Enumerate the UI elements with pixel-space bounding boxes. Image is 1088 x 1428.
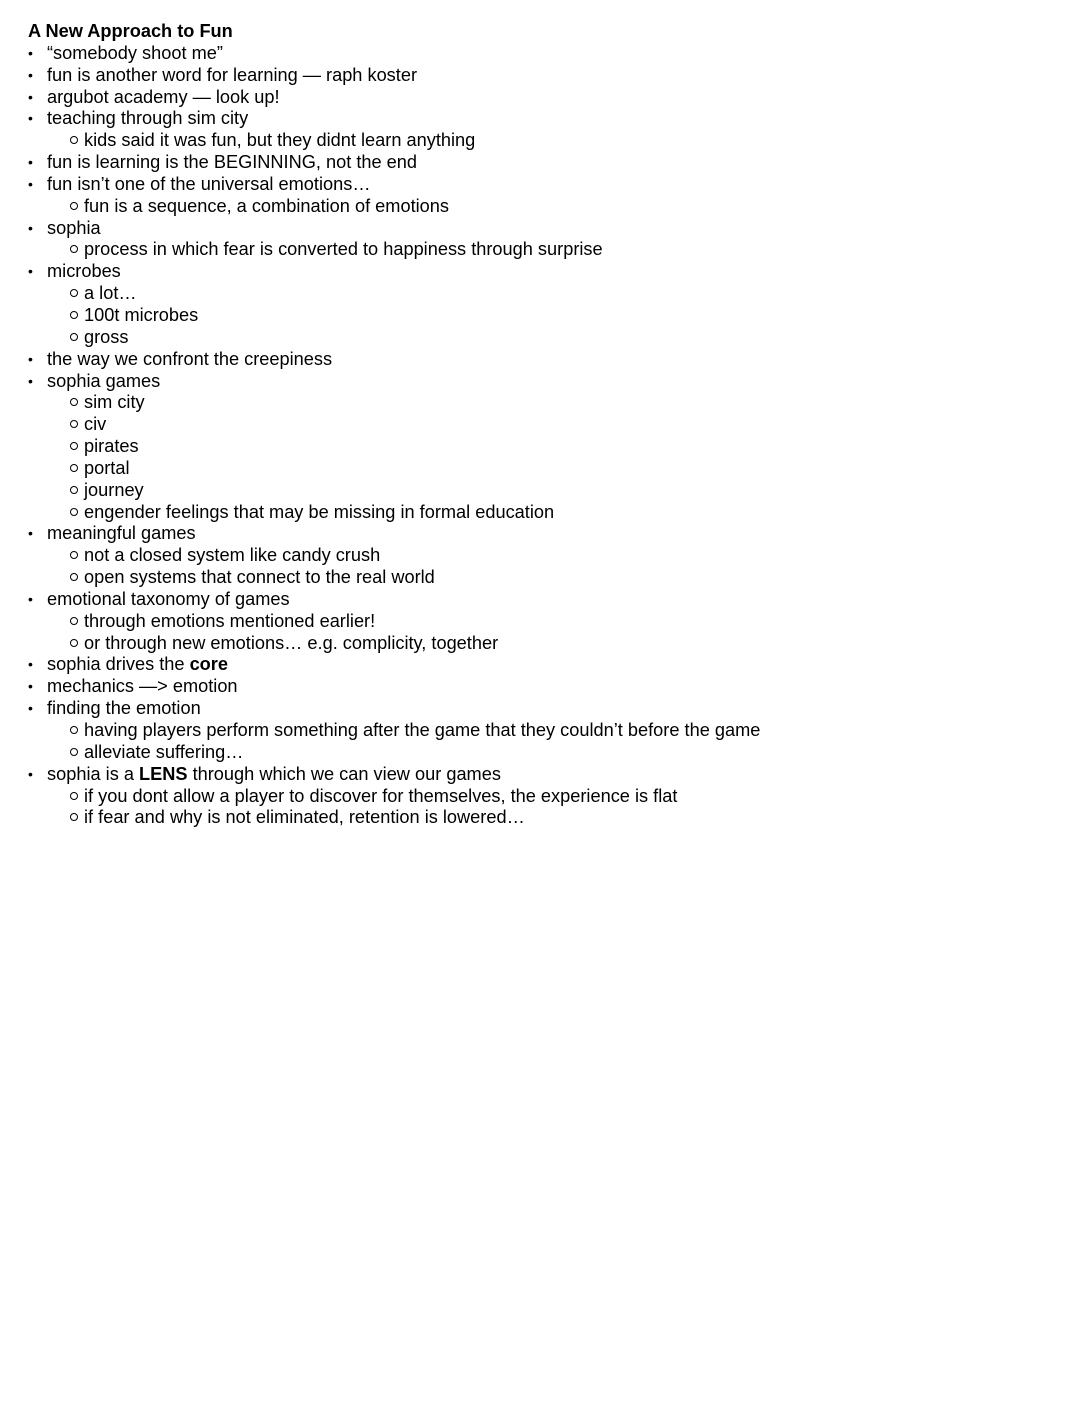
bullet-item bbox=[28, 261, 1068, 348]
notes-outline bbox=[28, 43, 1068, 829]
bullet-item bbox=[28, 108, 1068, 152]
bullet-text bbox=[47, 43, 223, 63]
sub-bullet-item bbox=[47, 130, 1068, 152]
bullet-marker: • bbox=[28, 66, 33, 83]
bullet-item bbox=[28, 371, 1068, 524]
hollow-circle-bullet bbox=[70, 398, 78, 406]
bullet-item bbox=[28, 174, 1068, 218]
hollow-circle-bullet bbox=[70, 486, 78, 494]
sub-bullet-item bbox=[47, 480, 1068, 502]
bullet-marker: • bbox=[28, 44, 33, 61]
sub-bullet-text: alleviate suffering… bbox=[84, 741, 244, 762]
bullet-marker: • bbox=[28, 350, 33, 367]
bullet-text bbox=[47, 108, 248, 128]
bullet-text bbox=[47, 676, 238, 696]
text-run: sophia bbox=[47, 217, 101, 238]
sub-list bbox=[47, 283, 1068, 349]
bullet-item bbox=[28, 676, 1068, 698]
notes-content bbox=[28, 21, 1068, 829]
text-run: fun is learning is the BEGINNING, not the end bbox=[47, 152, 418, 173]
sub-bullet-item bbox=[47, 742, 1068, 764]
text-run: sophia games bbox=[47, 370, 161, 391]
bullet-text bbox=[47, 65, 417, 85]
text-run: through which we can view our games bbox=[187, 763, 501, 784]
sub-bullet-item bbox=[47, 239, 1068, 261]
bullet-marker: • bbox=[28, 525, 33, 542]
bullet-text bbox=[47, 764, 501, 784]
hollow-circle-bullet bbox=[70, 202, 78, 210]
bullet-text bbox=[47, 218, 101, 238]
sub-list bbox=[47, 720, 1068, 764]
sub-bullet-text: gross bbox=[84, 326, 129, 347]
sub-bullet-text: sim city bbox=[84, 392, 145, 413]
bold-text: LENS bbox=[139, 763, 188, 784]
text-run: fun isn’t one of the universal emotions… bbox=[47, 173, 371, 194]
hollow-circle-bullet bbox=[70, 617, 78, 625]
sub-bullet-item bbox=[47, 436, 1068, 458]
sub-bullet-item bbox=[47, 807, 1068, 829]
sub-bullet-text: process in which fear is converted to happiness through surprise bbox=[84, 239, 603, 260]
text-run: emotional taxonomy of games bbox=[47, 588, 290, 609]
bullet-marker: • bbox=[28, 590, 33, 607]
sub-bullet-text: having players perform something after the game that they couldn’t before the game bbox=[84, 720, 761, 740]
bullet-item bbox=[28, 65, 1068, 87]
text-run: argubot academy — look up! bbox=[47, 86, 280, 107]
text-run: meaningful games bbox=[47, 523, 196, 544]
sub-list bbox=[47, 196, 1068, 218]
sub-bullet-item bbox=[47, 392, 1068, 414]
sub-bullet-item bbox=[47, 786, 1068, 808]
bullet-text bbox=[47, 349, 332, 369]
sub-bullet-item bbox=[47, 720, 1068, 742]
text-run: the way we confront the creepiness bbox=[47, 348, 333, 369]
hollow-circle-bullet bbox=[70, 245, 78, 253]
text-run: sophia drives the bbox=[47, 654, 190, 675]
hollow-circle-bullet bbox=[70, 333, 78, 341]
hollow-circle-bullet bbox=[70, 311, 78, 319]
bullet-marker: • bbox=[28, 656, 33, 673]
bullet-text bbox=[47, 371, 160, 391]
bullet-marker: • bbox=[28, 219, 33, 236]
hollow-circle-bullet bbox=[70, 748, 78, 756]
bullet-marker: • bbox=[28, 175, 33, 192]
document-title: A New Approach to Fun bbox=[28, 21, 233, 41]
bullet-item bbox=[28, 654, 1068, 676]
bullet-item bbox=[28, 152, 1068, 174]
bullet-item bbox=[28, 589, 1068, 655]
hollow-circle-bullet bbox=[70, 420, 78, 428]
bullet-marker: • bbox=[28, 372, 33, 389]
hollow-circle-bullet bbox=[70, 508, 78, 516]
sub-list bbox=[47, 611, 1068, 655]
text-run: mechanics —> emotion bbox=[47, 676, 238, 697]
hollow-circle-bullet bbox=[70, 573, 78, 581]
sub-bullet-item bbox=[47, 502, 1068, 524]
bold-text: core bbox=[189, 654, 228, 675]
bullet-marker: • bbox=[28, 154, 33, 171]
sub-bullet-text: kids said it was fun, but they didnt learn anything bbox=[84, 130, 476, 151]
bullet-item bbox=[28, 698, 1068, 764]
hollow-circle-bullet bbox=[70, 289, 78, 297]
sub-bullet-item bbox=[47, 633, 1068, 655]
bullet-text bbox=[47, 261, 121, 281]
sub-bullet-text: or through new emotions… e.g. complicity, together bbox=[84, 632, 499, 653]
sub-list bbox=[47, 239, 1068, 261]
hollow-circle-bullet bbox=[70, 726, 78, 734]
bullet-item bbox=[28, 764, 1068, 830]
bullet-item bbox=[28, 87, 1068, 109]
bullet-item bbox=[28, 43, 1068, 65]
bullet-marker: • bbox=[28, 765, 33, 782]
text-run: microbes bbox=[47, 261, 121, 282]
sub-bullet-text: if you dont allow a player to discover for themselves, the experience is flat bbox=[84, 785, 678, 806]
sub-bullet-text: fun is a sequence, a combination of emotions bbox=[84, 195, 449, 216]
sub-bullet-item bbox=[47, 458, 1068, 480]
sub-bullet-item bbox=[47, 414, 1068, 436]
text-run: finding the emotion bbox=[47, 698, 201, 719]
hollow-circle-bullet bbox=[70, 442, 78, 450]
hollow-circle-bullet bbox=[70, 792, 78, 800]
sub-bullet-item bbox=[47, 196, 1068, 218]
bullet-text bbox=[47, 654, 228, 674]
bullet-text bbox=[47, 152, 417, 172]
sub-list bbox=[47, 130, 1068, 152]
sub-bullet-text: open systems that connect to the real world bbox=[84, 567, 435, 588]
sub-bullet-text: through emotions mentioned earlier! bbox=[84, 610, 376, 631]
text-run: fun is another word for learning — raph koster bbox=[47, 64, 418, 85]
bullet-text bbox=[47, 523, 196, 543]
bullet-marker: • bbox=[28, 110, 33, 127]
sub-bullet-item bbox=[47, 567, 1068, 589]
bullet-item bbox=[28, 218, 1068, 262]
hollow-circle-bullet bbox=[70, 136, 78, 144]
sub-bullet-text: engender feelings that may be missing in formal education bbox=[84, 501, 555, 522]
sub-bullet-text: if fear and why is not eliminated, retention is lowered… bbox=[84, 807, 525, 828]
bullet-text bbox=[47, 589, 290, 609]
bullet-text bbox=[47, 698, 201, 718]
bullet-text bbox=[47, 174, 371, 194]
sub-bullet-item bbox=[47, 305, 1068, 327]
hollow-circle-bullet bbox=[70, 551, 78, 559]
bullet-marker: • bbox=[28, 88, 33, 105]
bullet-marker: • bbox=[28, 700, 33, 717]
sub-bullet-item bbox=[47, 283, 1068, 305]
bullet-marker: • bbox=[28, 678, 33, 695]
hollow-circle-bullet bbox=[70, 639, 78, 647]
bullet-item bbox=[28, 349, 1068, 371]
sub-bullet-text: journey bbox=[84, 479, 144, 500]
sub-bullet-item bbox=[47, 611, 1068, 633]
bullet-text bbox=[47, 87, 280, 107]
bullet-marker: • bbox=[28, 263, 33, 280]
bullet-item bbox=[28, 523, 1068, 589]
sub-bullet-text: not a closed system like candy crush bbox=[84, 545, 381, 566]
sub-bullet-text: 100t microbes bbox=[84, 304, 199, 325]
hollow-circle-bullet bbox=[70, 813, 78, 821]
hollow-circle-bullet bbox=[70, 464, 78, 472]
sub-bullet-text: a lot… bbox=[84, 283, 137, 304]
text-run: sophia is a bbox=[47, 763, 140, 784]
text-run: teaching through sim city bbox=[47, 108, 249, 129]
sub-bullet-text: portal bbox=[84, 457, 130, 478]
sub-bullet-item bbox=[47, 545, 1068, 567]
sub-bullet-text: civ bbox=[84, 414, 107, 435]
sub-list bbox=[47, 545, 1068, 589]
sub-bullet-item bbox=[47, 327, 1068, 349]
sub-list bbox=[47, 392, 1068, 523]
text-run: “somebody shoot me” bbox=[47, 42, 223, 63]
sub-bullet-text: pirates bbox=[84, 436, 139, 457]
sub-list bbox=[47, 786, 1068, 830]
